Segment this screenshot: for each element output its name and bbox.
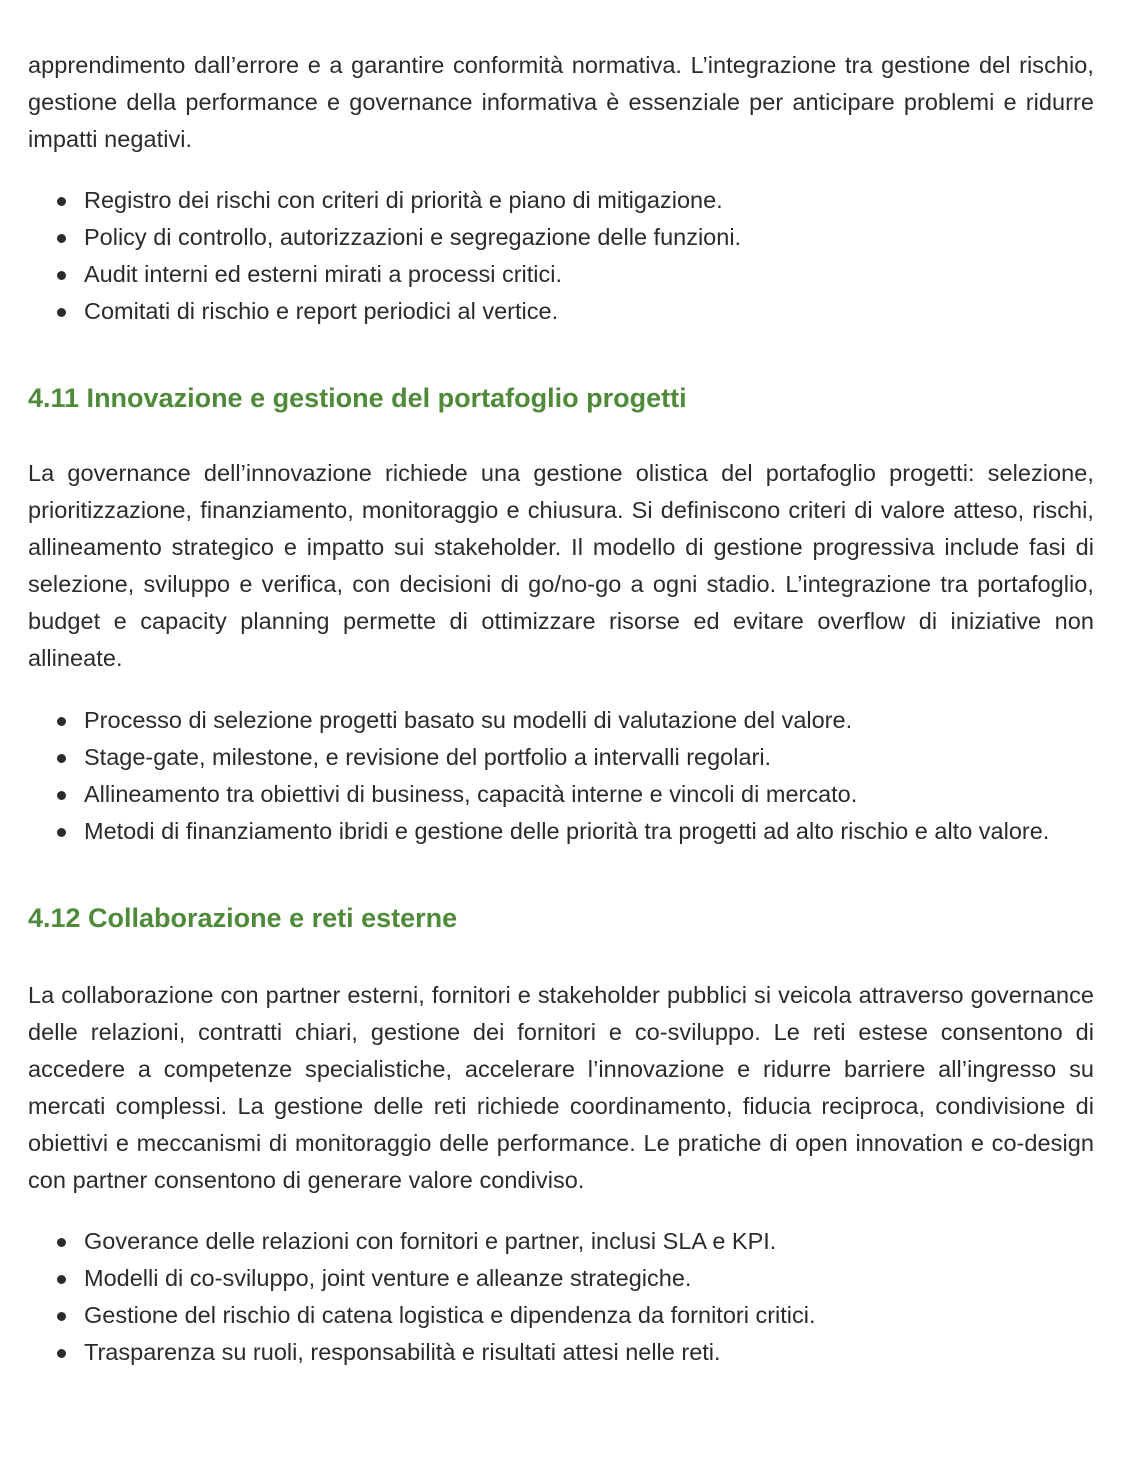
bullet-dot-icon bbox=[57, 1275, 66, 1284]
bullet-dot-icon bbox=[57, 234, 66, 243]
bullet-dot-icon bbox=[57, 717, 66, 726]
bullet-dot-icon bbox=[57, 828, 66, 837]
bullet-dot-icon bbox=[57, 1238, 66, 1247]
list-item: Stage-gate, milestone, e revisione del portfolio a intervalli regolari. bbox=[84, 739, 1094, 776]
section-heading-4-12: 4.12 Collaborazione e reti esterne bbox=[28, 903, 458, 933]
bullet-dot-icon bbox=[57, 1349, 66, 1358]
section-heading-4-11: 4.11 Innovazione e gestione del portafoglio progetti bbox=[28, 383, 687, 413]
intro-paragraph: apprendimento dall’errore e a garantire conformità normativa. L’integrazione tra gestione del rischio, gestione della performance e governance informativa è essenziale per anticipare problemi e ridurre impatti negativi. bbox=[28, 52, 1094, 152]
list-item: Allineamento tra obiettivi di business, capacità interne e vincoli di mercato. bbox=[84, 776, 1094, 813]
bullet-dot-icon bbox=[57, 1312, 66, 1321]
intro-bullet-list bbox=[28, 182, 1094, 330]
list-item: Goverance delle relazioni con fornitori e partner, inclusi SLA e KPI. bbox=[84, 1223, 1094, 1260]
list-item: Gestione del rischio di catena logistica e dipendenza da fornitori critici. bbox=[84, 1297, 1094, 1334]
list-item: Trasparenza su ruoli, responsabilità e risultati attesi nelle reti. bbox=[84, 1334, 1094, 1371]
list-item: Audit interni ed esterni mirati a processi critici. bbox=[84, 256, 1094, 293]
list-item: Comitati di rischio e report periodici al vertice. bbox=[84, 293, 1094, 330]
section-4-12-paragraph: La collaborazione con partner esterni, fornitori e stakeholder pubblici si veicola attraverso governance delle relazioni, contratti chiari, gestione dei fornitori e co-sviluppo. Le reti estese consentono di accedere a competenze specialistiche, accelerare l’innovazione e ridurre barriere all’ingresso su mercati complessi. La gestione delle reti richiede coordinamento, fiducia reciproca, condivisione di obiettivi e meccanismi di monitoraggio delle performance. Le pratiche di open innovation e co-design con partner consentono di generare valore condiviso. bbox=[28, 982, 1094, 1193]
bullet-dot-icon bbox=[57, 308, 66, 317]
list-item: Policy di controllo, autorizzazioni e segregazione delle funzioni. bbox=[84, 219, 1094, 256]
list-item: Processo di selezione progetti basato su modelli di valutazione del valore. bbox=[84, 702, 1094, 739]
bullet-dot-icon bbox=[57, 197, 66, 206]
bullet-dot-icon bbox=[57, 754, 66, 763]
list-item: Modelli di co-sviluppo, joint venture e alleanze strategiche. bbox=[84, 1260, 1094, 1297]
section-4-11-bullet-list bbox=[28, 702, 1094, 850]
section-4-12-bullet-list bbox=[28, 1223, 1094, 1371]
bullet-dot-icon bbox=[57, 271, 66, 280]
list-item: Metodi di finanziamento ibridi e gestione delle priorità tra progetti ad alto rischio e alto valore. bbox=[84, 813, 1094, 850]
list-item: Registro dei rischi con criteri di priorità e piano di mitigazione. bbox=[84, 182, 1094, 219]
bullet-dot-icon bbox=[57, 791, 66, 800]
section-4-11-paragraph: La governance dell’innovazione richiede una gestione olistica del portafoglio progetti: selezione, prioritizzazione, finanziamento, monitoraggio e chiusura. Si definiscono criteri di valore atteso, rischi, allineamento strategico e impatto sui stakeholder. Il modello di gestione progressiva include fasi di selezione, sviluppo e verifica, con decisioni di go/no-go a ogni stadio. L’integrazione tra portafoglio, budget e capacity planning permette di ottimizzare risorse ed evitare overflow di iniziative non allineate. bbox=[28, 460, 1094, 671]
